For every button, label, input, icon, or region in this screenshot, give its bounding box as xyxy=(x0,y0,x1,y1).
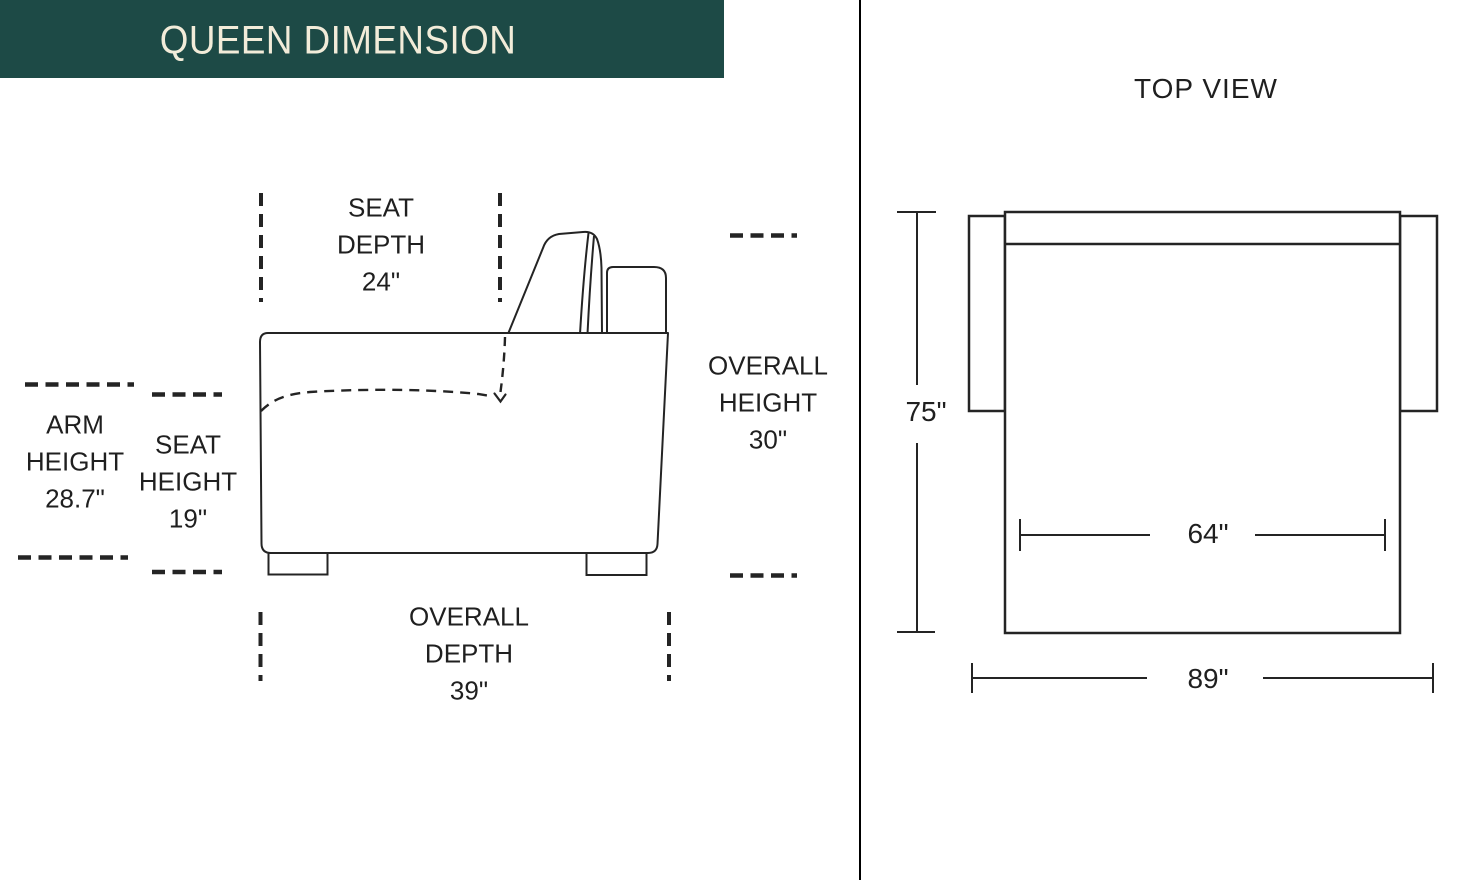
seat-depth-value: 24" xyxy=(361,266,401,297)
overall-depth-label: OVERALL DEPTH 39" xyxy=(409,599,529,710)
sofa-body xyxy=(260,333,668,553)
top-view-body xyxy=(1005,212,1400,633)
overall-depth-value: 39" xyxy=(449,675,489,706)
arm-height-label: ARM HEIGHT 28.7" xyxy=(26,407,124,518)
depth-dim-value: 75" xyxy=(905,396,947,427)
sofa-foot-right xyxy=(587,553,647,575)
overall-height-label: OVERALL HEIGHT 30" xyxy=(708,348,828,459)
seat-height-label: SEAT HEIGHT 19" xyxy=(139,427,237,538)
page-title: QUEEN DIMENSION xyxy=(159,18,517,63)
sofa-foot-left xyxy=(269,553,328,575)
overall-width-dim-value: 89" xyxy=(1187,663,1229,694)
arm-height-value: 28.7" xyxy=(45,483,105,514)
seat-height-value: 19" xyxy=(168,503,208,534)
top-view-title: TOP VIEW xyxy=(1134,73,1278,104)
overall-height-value: 30" xyxy=(748,424,788,455)
sofa-back-panel xyxy=(607,267,666,333)
sofa-top-view-drawing xyxy=(860,0,1480,880)
seat-width-dim-value: 64" xyxy=(1187,518,1229,549)
top-view-left-arm xyxy=(969,216,1005,411)
seat-depth-label: SEAT DEPTH 24" xyxy=(337,190,425,301)
top-view-right-arm xyxy=(1400,216,1437,411)
